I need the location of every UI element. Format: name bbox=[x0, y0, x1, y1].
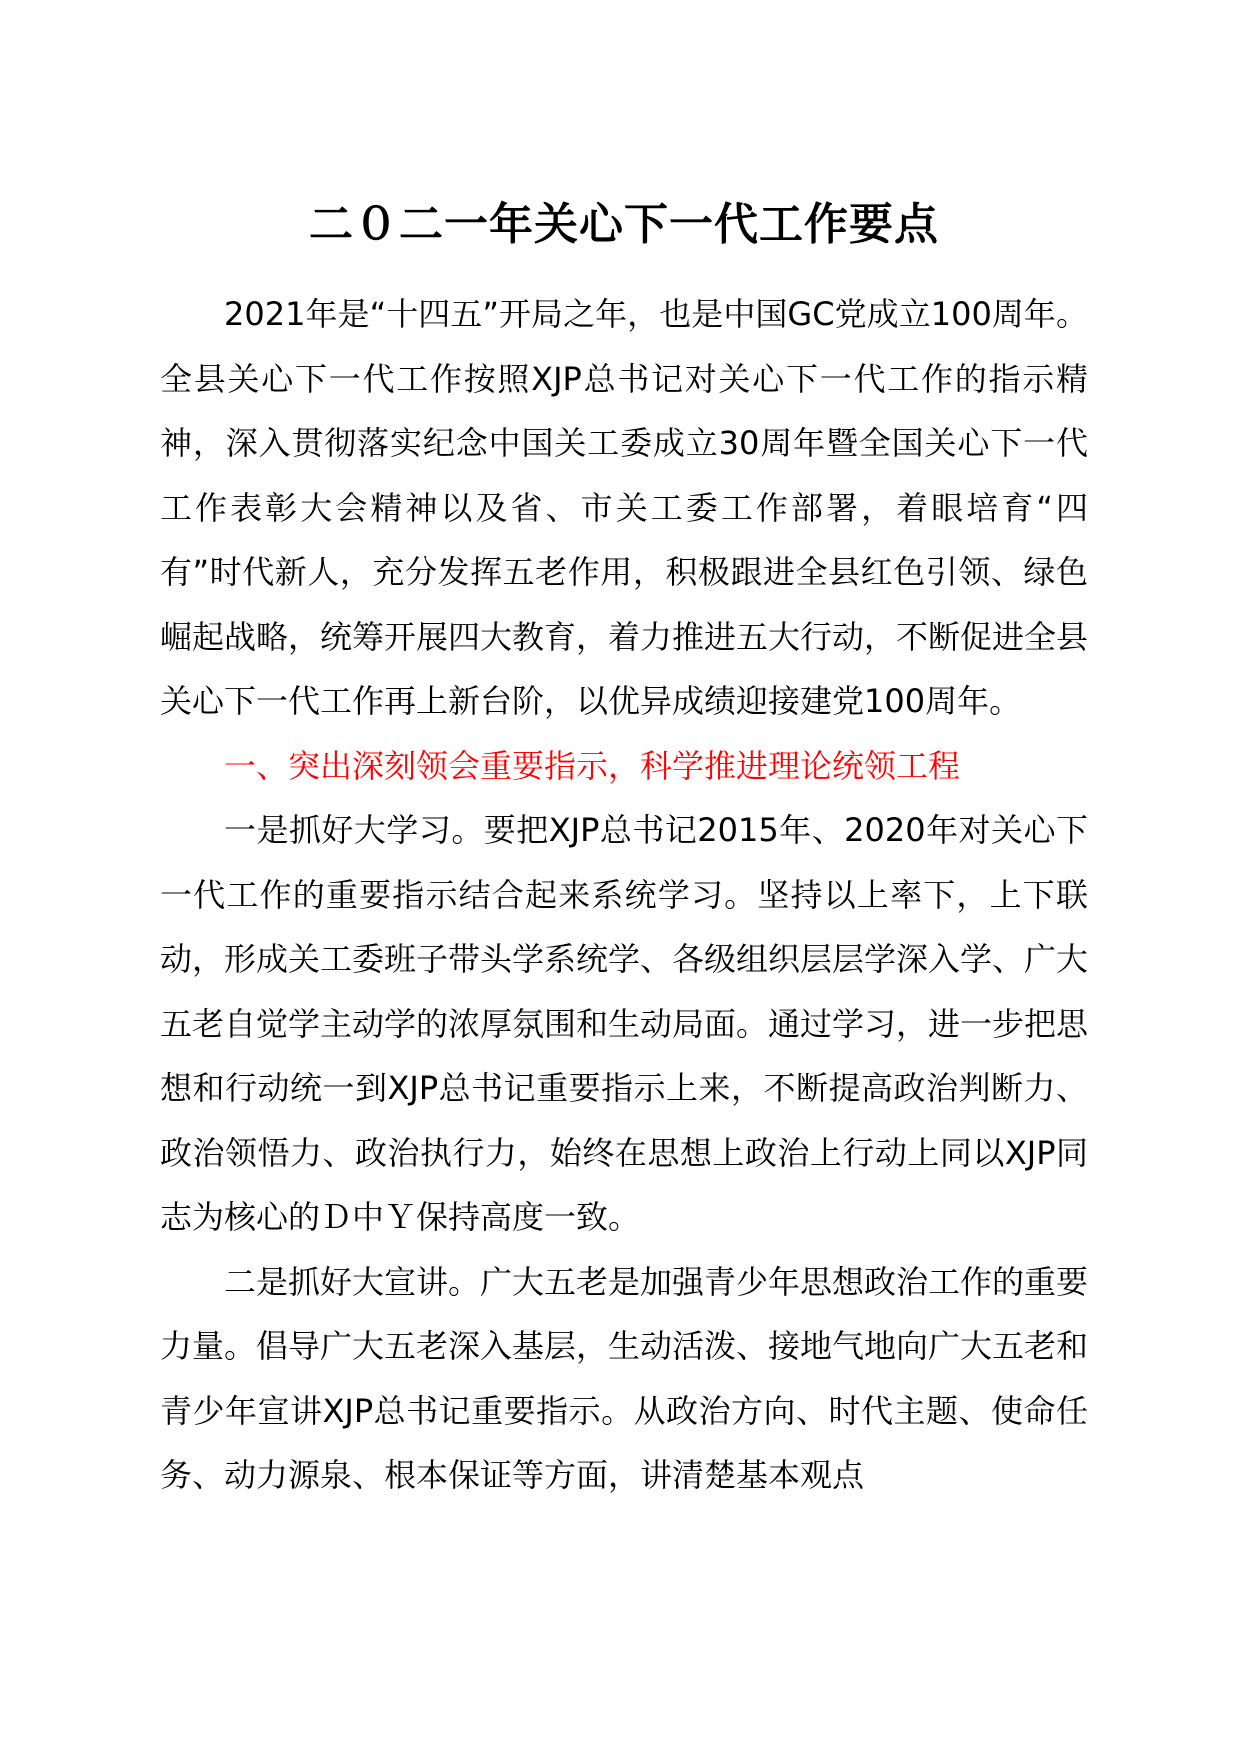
section-1 bbox=[160, 734, 1088, 1508]
section-paragraph-2: 二是抓好大宣讲。广大五老是加强青少年思想政治工作的重要力量。倡导广大五老深入基层，生动活泼、接地气地向广大五老和青少年宣讲XJP总书记重要指示。从政治方向、时代主题、使命任务、动力源泉、根本保证等方面，讲清楚基本观点 bbox=[160, 1262, 1089, 1494]
document-title: 二０二一年关心下一代工作要点 bbox=[309, 199, 939, 250]
intro-paragraph: 2021年是“十四五”开局之年，也是中国GC党成立100周年。全县关心下一代工作按照XJP总书记对关心下一代工作的指示精神，深入贯彻落实纪念中国关工委成立30周年暨全国关心下一代工作表彰大会精神以及省、市关工委工作部署，着眼培育“四有”时代新人，充分发挥五老作用，积极跟进全县红色引领、绿色崛起战略，统筹开展四大教育，着力推进五大行动，不断促进全县关心下一代工作再上新台阶，以优异成绩迎接建党100周年。 bbox=[160, 295, 1089, 720]
section-paragraph-1: 一是抓好大学习。要把XJP总书记2015年、2020年对关心下一代工作的重要指示结合起来系统学习。坚持以上率下，上下联动，形成关工委班子带头学系统学、各级组织层层学深入学、广大五老自觉学主动学的浓厚氛围和生动局面。通过学习，进一步把思想和行动统一到XJP总书记重要指示上来，不断提高政治判断力、政治领悟力、政治执行力，始终在思想上政治上行动上同以XJP同志为核心的Ｄ中Ｙ保持高度一致。 bbox=[160, 811, 1089, 1236]
document-page bbox=[160, 190, 1088, 1508]
section-heading: 一、突出深刻领会重要指示，科学推进理论统领工程 bbox=[224, 746, 961, 785]
